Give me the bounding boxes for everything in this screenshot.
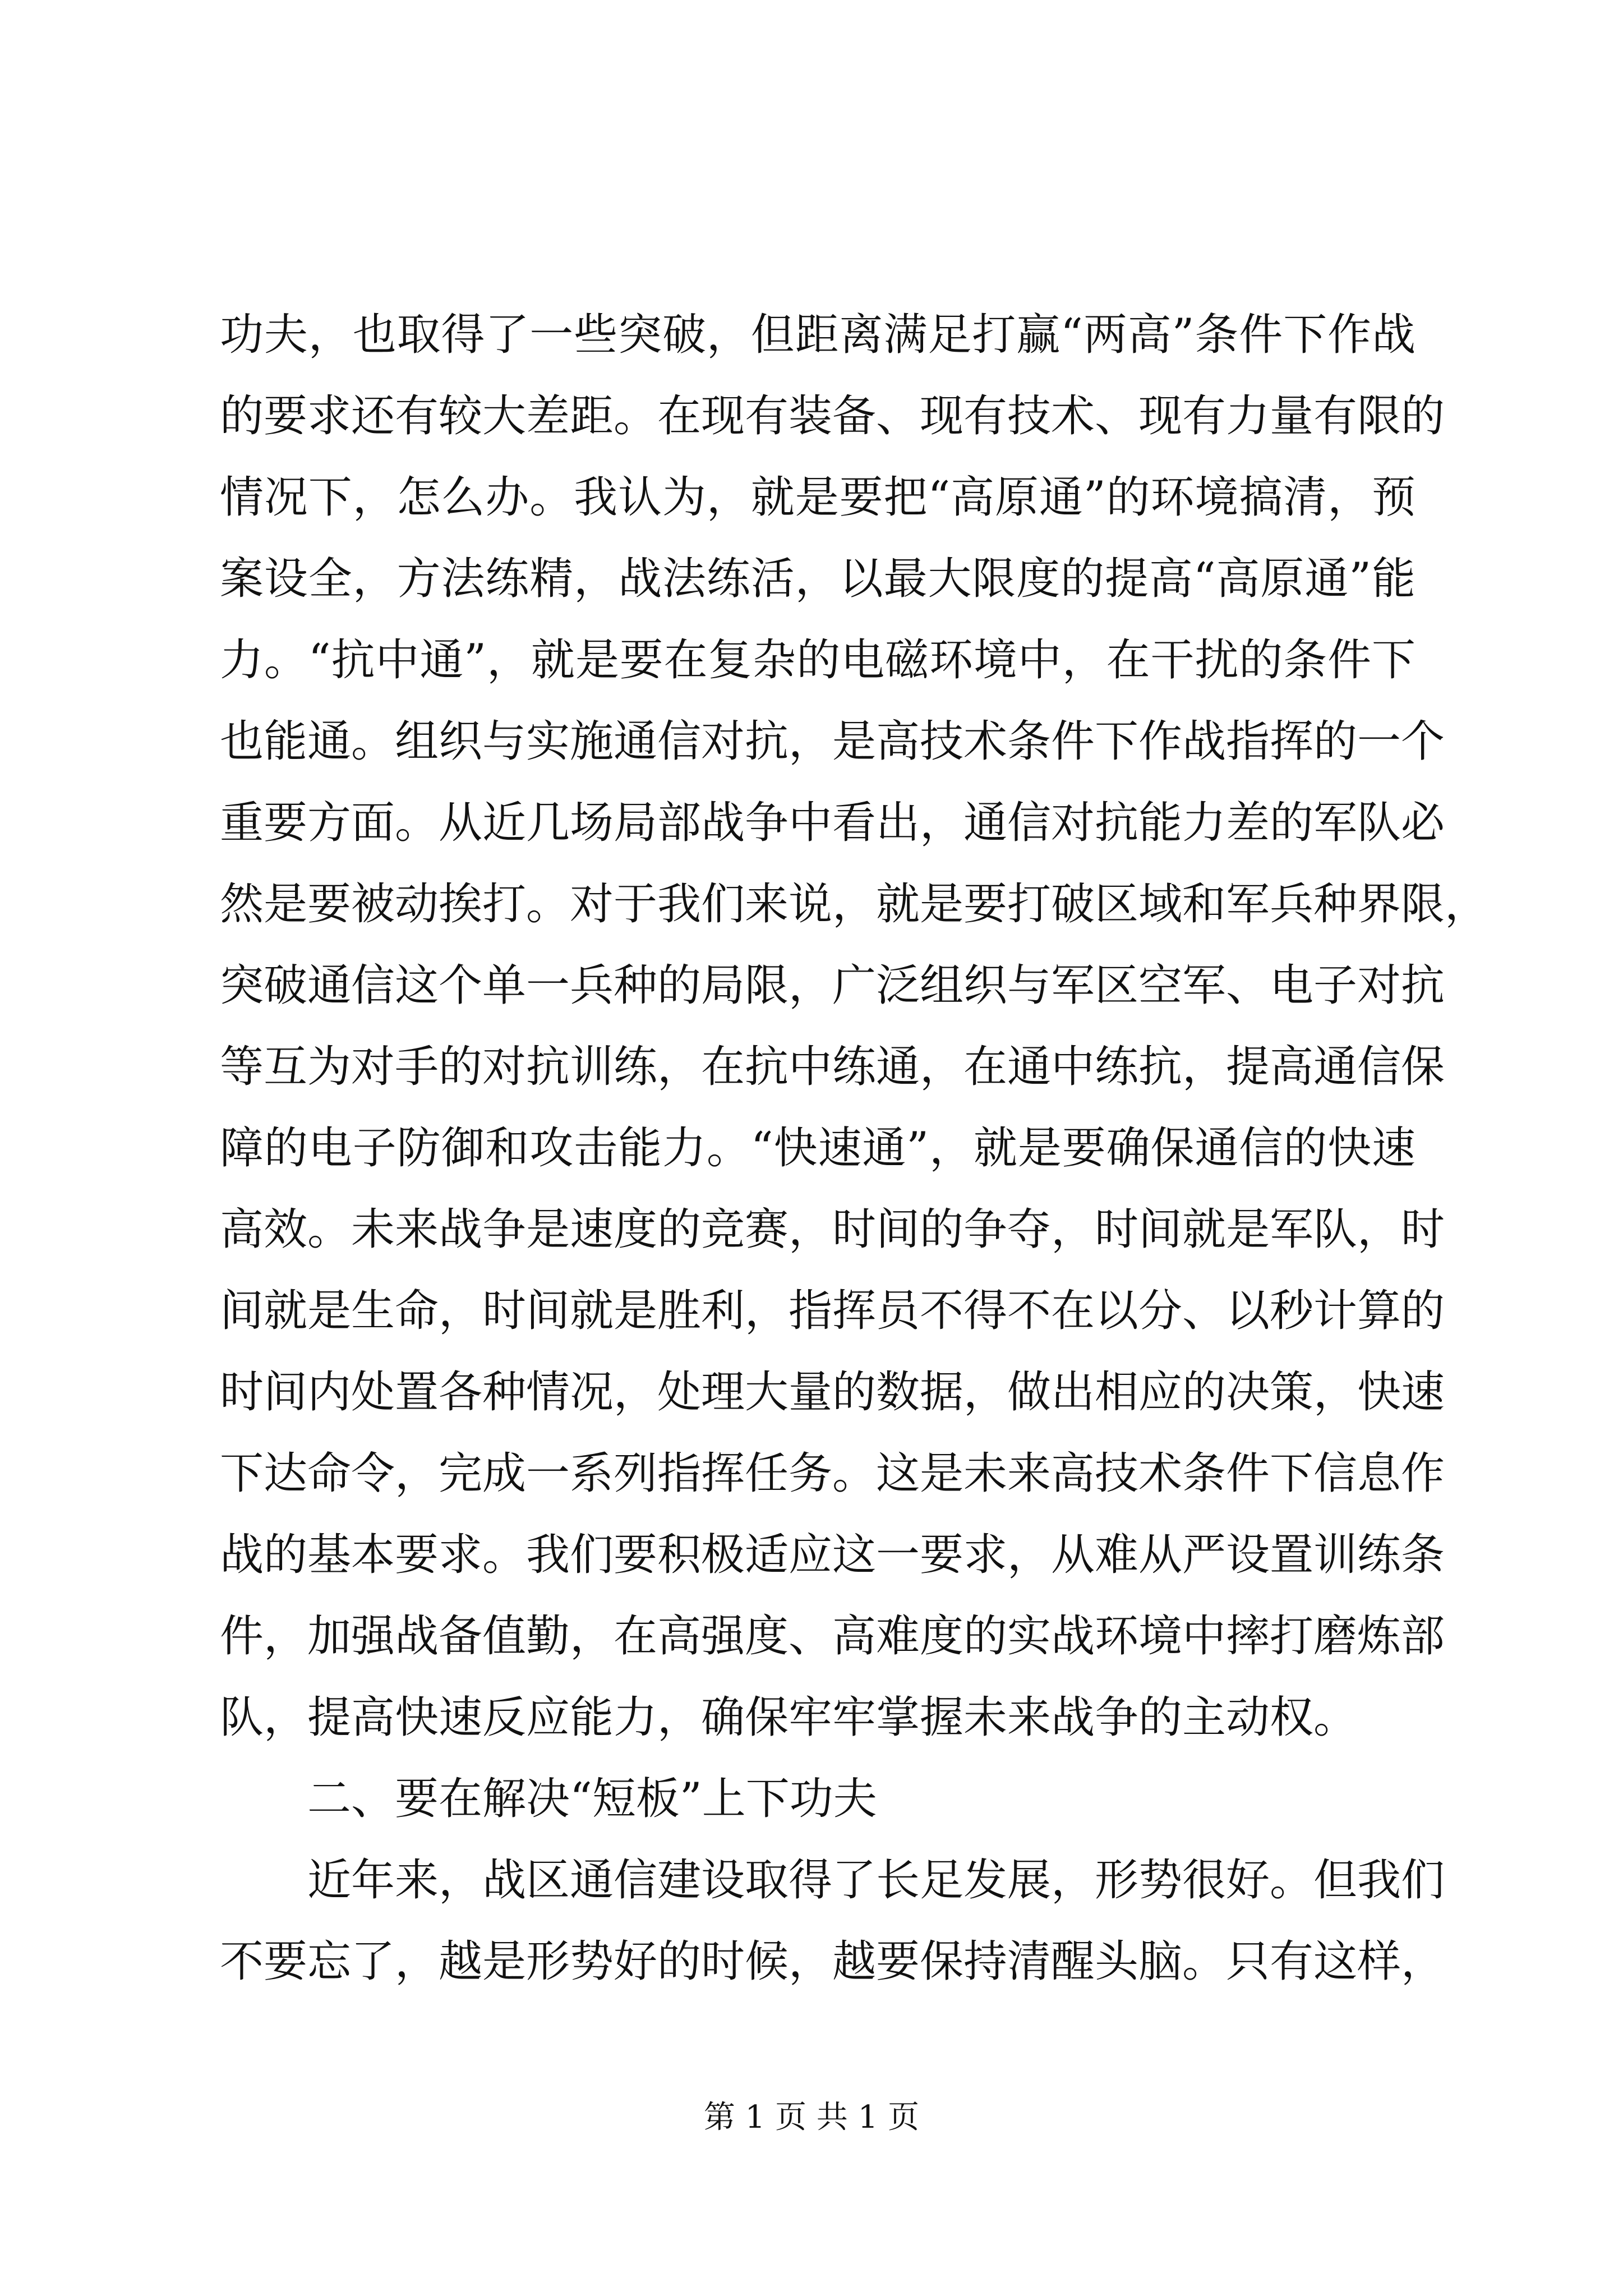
text-line: 下达命令，完成一系列指挥任务。这是未来高技术条件下信息作 [220, 1448, 1445, 1499]
text-line: 案设全，方法练精，战法练活，以最大限度的提高“高原通”能 [220, 554, 1415, 604]
paragraph-2 [220, 1840, 1445, 2003]
paragraph-1 [220, 295, 1489, 1759]
text-line: 突破通信这个单一兵种的局限，广泛组织与军区空军、电子对抗 [220, 960, 1445, 1011]
page-number-footer: 第 1 页 共 1 页 [703, 2099, 920, 2136]
text-line: 件，加强战备值勤，在高强度、高难度的实战环境中摔打磨炼部 [220, 1611, 1445, 1662]
text-line: 重要方面。从近几场局部战争中看出，通信对抗能力差的军队必 [220, 798, 1445, 848]
text-line: 时间内处置各种情况，处理大量的数据，做出相应的决策，快速 [220, 1367, 1445, 1418]
text-line: 障的电子防御和攻击能力。“快速通”，就是要确保通信的快速 [220, 1123, 1415, 1174]
text-line: 然是要被动挨打。对于我们来说，就是要打破区域和军兵种界限， [220, 879, 1489, 930]
document-body [220, 295, 1489, 2003]
text-line: 近年来，战区通信建设取得了长足发展，形势很好。但我们 [307, 1855, 1445, 1906]
text-line: 高效。未来战争是速度的竞赛，时间的争夺，时间就是军队，时 [220, 1204, 1445, 1255]
text-line: 战的基本要求。我们要积极适应这一要求，从难从严设置训练条 [220, 1530, 1445, 1580]
text-line: 力。“抗中通”，就是要在复杂的电磁环境中，在干扰的条件下 [220, 635, 1415, 685]
text-line: 的要求还有较大差距。在现有装备、现有技术、现有力量有限的 [220, 391, 1445, 441]
text-line: 等互为对手的对抗训练，在抗中练通，在通中练抗，提高通信保 [220, 1042, 1445, 1092]
text-line: 功夫，也取得了一些突破，但距离满足打赢“两高”条件下作战 [220, 310, 1415, 360]
text-line: 间就是生命，时间就是胜利，指挥员不得不在以分、以秒计算的 [220, 1286, 1445, 1336]
text-line: 情况下，怎么办。我认为，就是要把“高原通”的环境搞清，预 [220, 472, 1415, 523]
text-line: 队，提高快速反应能力，确保牢牢掌握未来战争的主动权。 [220, 1692, 1358, 1743]
text-line: 不要忘了，越是形势好的时候，越要保持清醒头脑。只有这样， [220, 1936, 1445, 1987]
text-line: 也能通。组织与实施通信对抗，是高技术条件下作战指挥的一个 [220, 716, 1445, 767]
section-heading: 二、要在解决“短板”上下功夫 [307, 1774, 877, 1824]
